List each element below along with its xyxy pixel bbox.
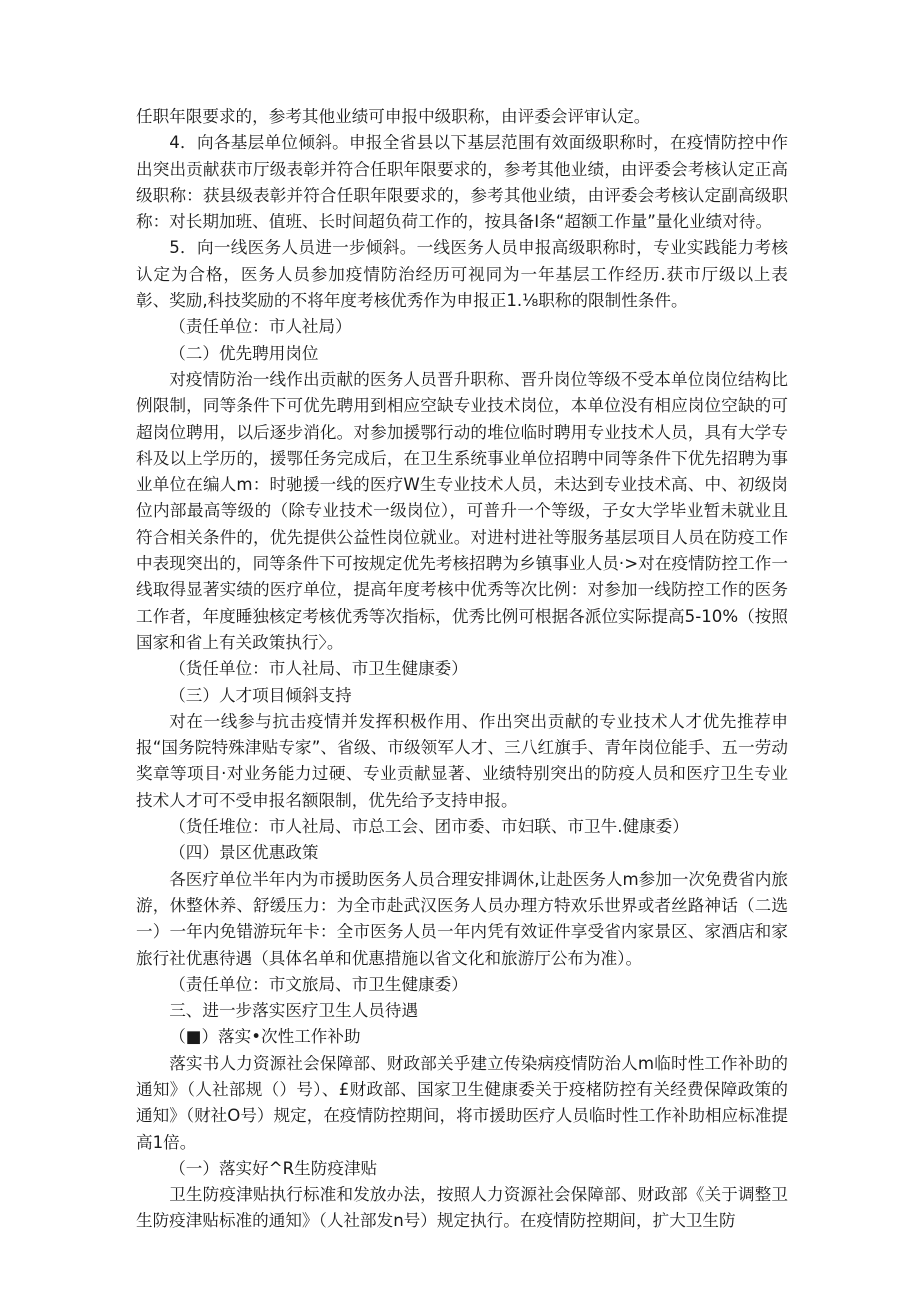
responsible-unit: （责任单位：市人社局）	[169, 317, 352, 337]
section-heading: （■）落实•次性工作补助	[169, 1027, 361, 1047]
body-paragraph: 任职年限要求的，参考其他业绩可申报中级职称，由评委会评审认定。	[136, 107, 651, 126]
body-paragraph: 卫生防疫津贴执行标准和发放办法，按照人力资源社会保障部、财政部《关于调整卫生防疫津贴标准的通知》（人社部发n号）规定执行。在疫情防控期间，扩大卫生防	[136, 1185, 788, 1231]
body-paragraph: 4．向各基层单位倾斜。申报全省县以下基层范围有效面级职称时，在疫情防控中作出突出贡献获市厅级表彰并符合任职年限要求的，参考其他业绩，由评委会考核认定正高级职称：获县级表彰并符合任职年限要求的，参考其他业绩，由评委会考核认定副高级职称：对长期加班、值班、长时间超负荷工作的，按具备Ⅰ条“超额工作量”量化业绩对待。	[136, 133, 788, 232]
body-paragraph: 各医疗单位半年内为市援助医务人员合理安排调休,让赴医务人m参加一次免费省内旅游，休整休养、舒缓压力：为全市赴武汉医务人员办理方特欢乐世界或者丝路神话（二选一）一年内免错游玩年卡：全市医务人员一年内凭有效证件享受省内家景区、家酒店和家旅行社优惠待遇（具体名单和优惠措施以省文化和旅游厅公布为准）。	[136, 869, 788, 968]
responsible-unit: （货任单位：市人社局、市卫生健康委）	[169, 659, 468, 679]
body-paragraph: 5．向一线医务人员进一步倾斜。一线医务人员申报高级职称时，专业实践能力考核认定为合格，医务人员参加疫情防治经历可视同为一年基层工作经历.获市厅级以上表彰、奖励,科技奖励的不将年度考核优秀作为申报正1.⅛职称的限制性条件。	[136, 238, 788, 311]
responsible-unit: （货任堆位：市人社局、市总工会、团市委、市妇联、市卫牛.健康委）	[169, 817, 689, 837]
body-paragraph: 对疫情防治一线作出贡献的医务人员晋升职称、晋升岗位等级不受本单位岗位结构比例限制，同等条件下可优先聘用到相应空缺专业技术岗位，本单位没有相应岗位空缺的可超岗位聘用，以后逐步消化。对参加援鄂行动的堆位临时聘用专业技术人员，具有大学专科及以上学历的，援鄂任务完成后，在卫生系统事业单位招聘中同等条件下优先招聘为事业单位在编人m：时驰援一线的医疗W生专业技术人员，未达到专业技术高、中、初级岗位内部最高等级的（除专业技术一级岗位），可普升一个等级，子女大学毕业暂未就业且符合相关条件的，优先提供公益性岗位就业。对进村进社等服务基层项目人员在防疫工作中表现突出的，同等条件下可按规定优先考核招聘为乡镇事业人员·>对在疫情防控工作一线取得显著实绩的医疗单位，提高年度考核中优秀等次比例：对参加一线防控工作的医务工作者，年度睡独核定考核优秀等次指标，优秀比例可根据各派位实际提高5-10%（按照国家和省上有关政策执行〉。	[136, 369, 788, 652]
section-heading: （二）优先聘用岗位	[169, 343, 319, 363]
document-page	[136, 104, 788, 1235]
section-heading: （一）落实好^R生防疫津贴	[169, 1158, 378, 1178]
section-heading: （三）人才项目倾斜支持	[169, 685, 352, 705]
responsible-unit: （责任单位：市文旅局、市卫生健康委）	[169, 974, 468, 994]
section-heading: （四）景区优惠政策	[169, 843, 319, 863]
chapter-heading: 三、进一步落实医疗卫生人员待遇	[169, 1001, 419, 1021]
body-paragraph: 对在一线参与抗击疫情并发挥积极作用、作出突出贡献的专业技术人才优先推荐申报“国务院特殊津贴专家”、省级、市级领军人才、三八红旗手、青年岗位能手、五一劳动奖章等项目·对业务能力过硬、专业贡献显著、业绩特别突出的防疫人员和医疗卫生专业技术人才可不受申报名额限制，优先给予支持申报。	[136, 711, 788, 810]
body-paragraph: 落实书人力资源社会保障部、财政部关乎建立传染病疫情防治人m临时性工作补助的通知》（人社部规（）号）、£财政部、国家卫生健康委关于疫楮防控有关经费保障政策的通知》（财社O号）规定，在疫情防控期间，将市援助医疗人员临时性工作补助相应标准提高1倍。	[136, 1053, 788, 1152]
